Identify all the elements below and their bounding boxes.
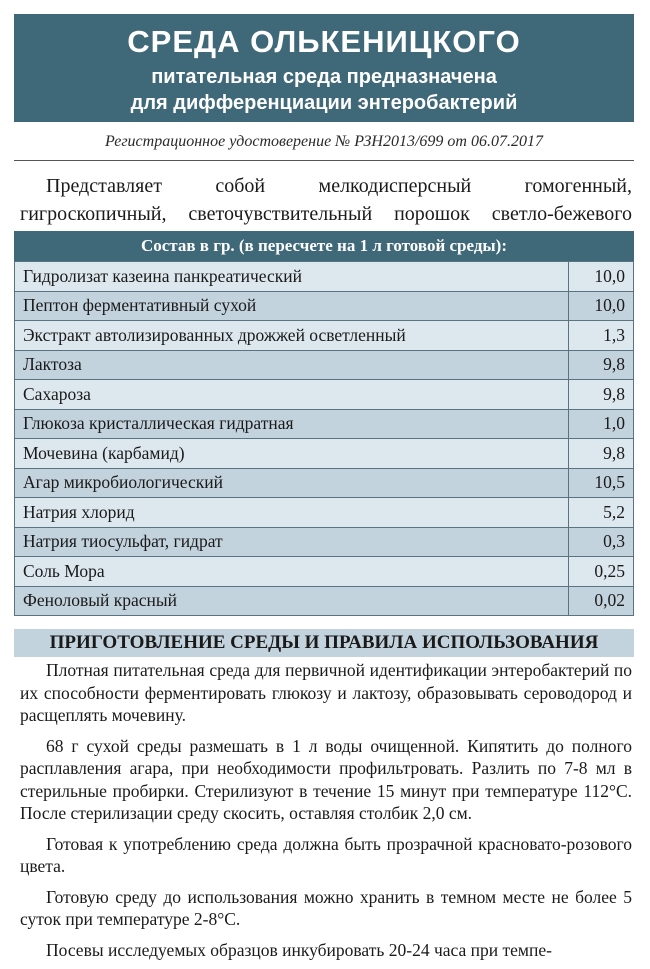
ingredient-name: Гидролизат казеина панкреатический xyxy=(15,262,569,292)
preparation-paragraph: Готовую среду до использования можно хранить в темном месте не более 5 суток при температуре 2-8°С. xyxy=(20,886,632,929)
ingredient-name: Сахароза xyxy=(15,380,569,410)
ingredient-amount: 9,8 xyxy=(569,350,634,380)
table-row xyxy=(15,586,634,616)
ingredient-name: Агар микробиологический xyxy=(15,468,569,498)
preparation-paragraph: Посевы исследуемых образцов инкубировать 20-24 часа при темпе- xyxy=(46,939,552,960)
table-row xyxy=(15,439,634,469)
subtitle-line-1: питательная среда предназначена xyxy=(151,66,497,88)
preparation-heading: ПРИГОТОВЛЕНИЕ СРЕДЫ И ПРАВИЛА ИСПОЛЬЗОВАНИЯ xyxy=(14,629,634,657)
ingredient-amount: 0,3 xyxy=(569,527,634,557)
title-banner xyxy=(14,14,634,122)
preparation-paragraph: 68 г сухой среды размешать в 1 л воды очищенной. Кипятить до полного расплавления агара, при необходимости профильтровать. Разлить по 7-8 мл в стерильные пробирки. Стерилизуют в течение 15 минут при температуре 112°С. После стерилизации среду скосить, оставляя столбик 2,0 см. xyxy=(20,735,632,823)
table-row xyxy=(15,350,634,380)
ingredient-amount: 5,2 xyxy=(569,498,634,528)
ingredient-amount: 10,0 xyxy=(569,291,634,321)
ingredient-amount: 1,0 xyxy=(569,409,634,439)
ingredient-name: Соль Мора xyxy=(15,557,569,587)
ingredient-amount: 10,5 xyxy=(569,468,634,498)
preparation-paragraph: Плотная питательная среда для первичной идентификации энтеробактерий по их способности ферментировать глюкозу и лактозу, образовывать сероводород и расщеплять мочевину. xyxy=(20,660,632,725)
ingredient-name: Натрия хлорид xyxy=(15,498,569,528)
preparation-body xyxy=(20,659,632,969)
table-row xyxy=(15,468,634,498)
ingredient-amount: 1,3 xyxy=(569,321,634,351)
ingredient-name: Пептон ферментативный сухой xyxy=(15,291,569,321)
table-row xyxy=(15,498,634,528)
table-row xyxy=(15,291,634,321)
page-title: СРЕДА ОЛЬКЕНИЦКОГО xyxy=(127,24,521,59)
ingredient-amount: 0,25 xyxy=(569,557,634,587)
subtitle-line-2: для дифференциации энтеробактерий xyxy=(130,92,518,114)
intro-paragraph: Представляет собой мелкодисперсный гомогенный, гигроскопичный, светочувствительный порошок светло-бежевого xyxy=(20,175,632,225)
ingredient-amount: 0,02 xyxy=(569,586,634,616)
table-row xyxy=(15,262,634,292)
ingredient-name: Феноловый красный xyxy=(15,586,569,616)
ingredient-amount: 9,8 xyxy=(569,439,634,469)
table-row xyxy=(15,380,634,410)
table-row xyxy=(15,321,634,351)
ingredient-name: Глюкоза кристаллическая гидратная xyxy=(15,409,569,439)
table-row xyxy=(15,557,634,587)
registration-certificate: Регистрационное удостоверение № РЗН2013/699 от 06.07.2017 xyxy=(105,133,543,150)
table-row xyxy=(15,527,634,557)
table-row xyxy=(15,409,634,439)
registration-divider xyxy=(14,160,634,161)
composition-header: Состав в гр. (в пересчете на 1 л готовой среды): xyxy=(14,231,634,261)
ingredient-name: Лактоза xyxy=(15,350,569,380)
ingredient-name: Мочевина (карбамид) xyxy=(15,439,569,469)
ingredient-name: Натрия тиосульфат, гидрат xyxy=(15,527,569,557)
preparation-paragraph: Готовая к употреблению среда должна быть прозрачной красновато-розового цвета. xyxy=(20,833,632,876)
ingredient-amount: 9,8 xyxy=(569,380,634,410)
ingredient-amount: 10,0 xyxy=(569,262,634,292)
composition-table xyxy=(14,261,634,616)
ingredient-name: Экстракт автолизированных дрожжей осветленный xyxy=(15,321,569,351)
